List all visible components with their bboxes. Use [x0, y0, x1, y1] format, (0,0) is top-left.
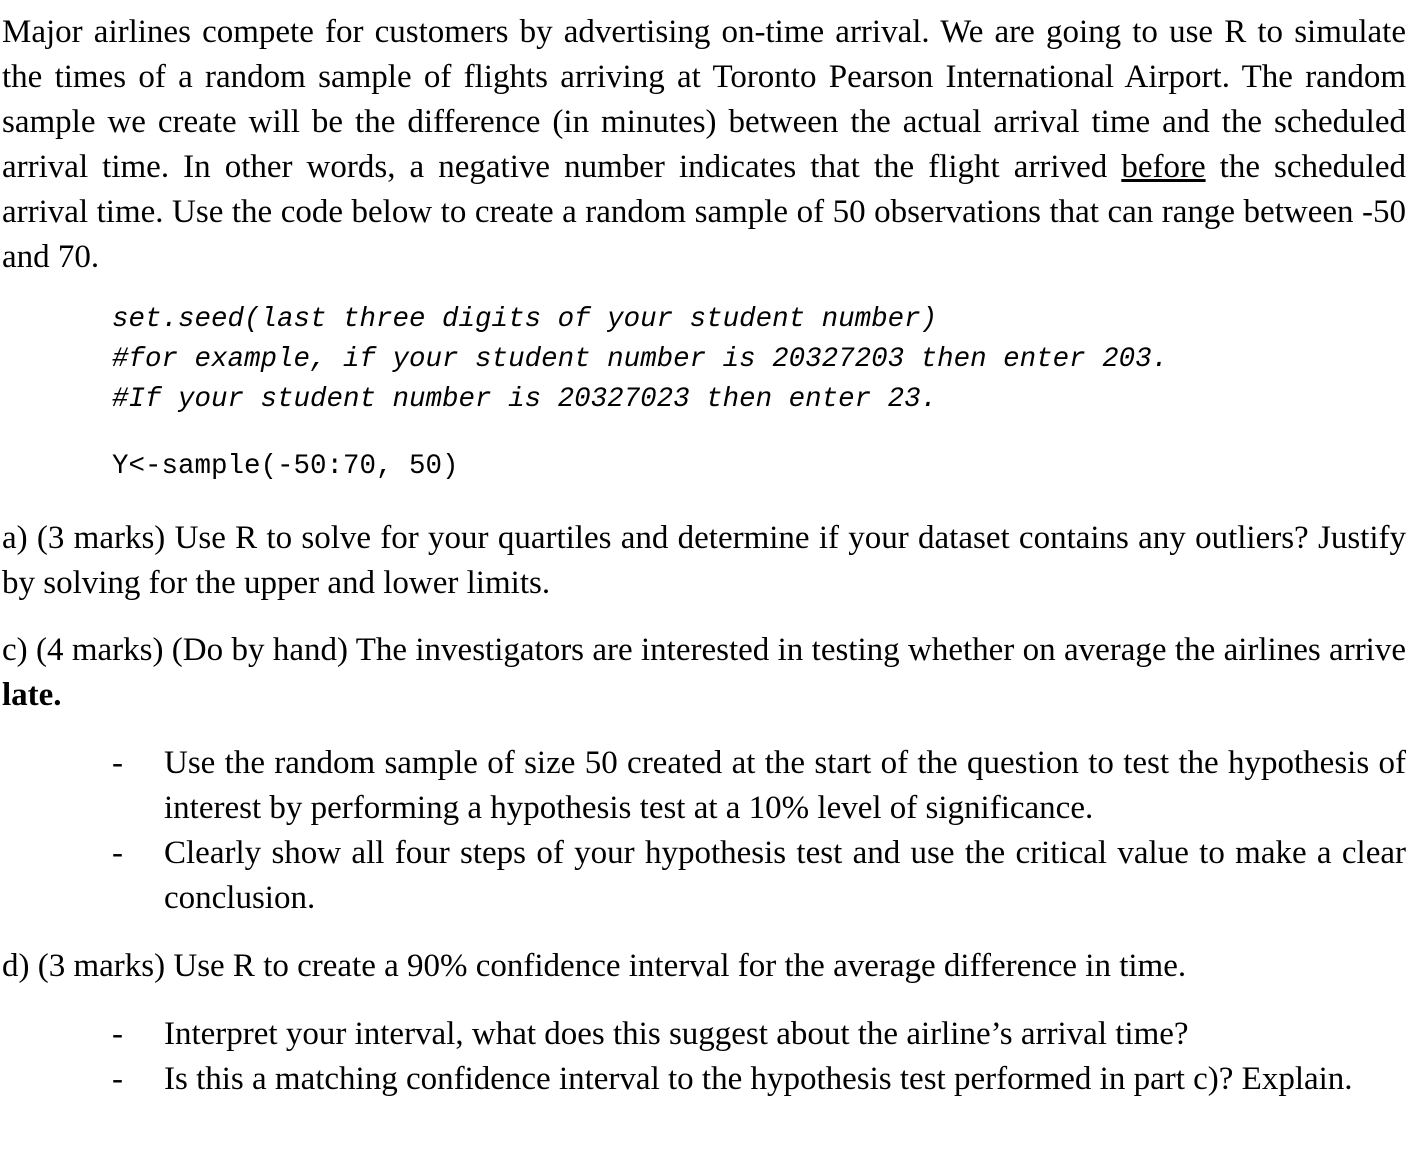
bullet-dash: -: [112, 1061, 123, 1097]
bullet-text: Use the random sample of size 50 created at the start of the question to test the hypothesis of interest by performing a hypothesis test at a 10% level of significance.: [164, 745, 1406, 826]
code-line-comment-example: #for example, if your student number is 20327203 then enter 203.: [112, 344, 1169, 375]
question-c-bullet-1: [2, 741, 1406, 831]
bullet-text: Interpret your interval, what does this suggest about the airline’s arrival time?: [164, 1016, 1189, 1052]
question-c-bold-word: late.: [2, 677, 62, 713]
question-c-bullet-list: [2, 741, 1406, 921]
question-a: a) (3 marks) Use R to solve for your quartiles and determine if your dataset contains any outliers? Justify by solving for the upper and lower limits.: [2, 520, 1406, 601]
intro-text-1: Major airlines compete for customers by advertising on-time arrival. We are going to use R to simulate the times of a random sample of flights arriving at Toronto Pearson International Airport. The random sample we create will be the difference (in minutes) between the actual arrival time and the scheduled arrival time. In other words, a negative number indicates that the flight arrived: [2, 14, 1406, 185]
question-c-text: c) (4 marks) (Do by hand) The investigators are interested in testing whether on average the airlines arrive: [2, 632, 1406, 668]
question-c: [2, 628, 1406, 718]
code-block-sample: [112, 447, 459, 487]
question-d: d) (3 marks) Use R to create a 90% confidence interval for the average difference in time.: [2, 948, 1187, 984]
bullet-dash: -: [112, 745, 123, 781]
intro-text-2: the scheduled arrival time. Use the code below to create a random sample of 50 observations that can range between -50 and 70.: [2, 149, 1406, 275]
bullet-text: Clearly show all four steps of your hypothesis test and use the critical value to make a clear conclusion.: [164, 835, 1406, 916]
question-d-bullet-2: [2, 1057, 1406, 1102]
question-d-bullet-1: [2, 1012, 1406, 1057]
bullet-text: Is this a matching confidence interval to the hypothesis test performed in part c)? Explain.: [164, 1061, 1353, 1097]
code-block-comments: [112, 300, 1168, 420]
intro-paragraph: [2, 10, 1406, 280]
code-line-set-seed: set.seed(last three digits of your student number): [112, 304, 938, 335]
code-line-sample: Y<-sample(-50:70, 50): [112, 451, 459, 482]
question-c-bullet-2: [2, 831, 1406, 921]
bullet-dash: -: [112, 1016, 123, 1052]
question-d-bullet-list: [2, 1012, 1406, 1102]
bullet-dash: -: [112, 835, 123, 871]
code-line-comment-if: #If your student number is 20327023 then enter 23.: [112, 384, 938, 415]
intro-underlined-word: before: [1121, 149, 1206, 185]
